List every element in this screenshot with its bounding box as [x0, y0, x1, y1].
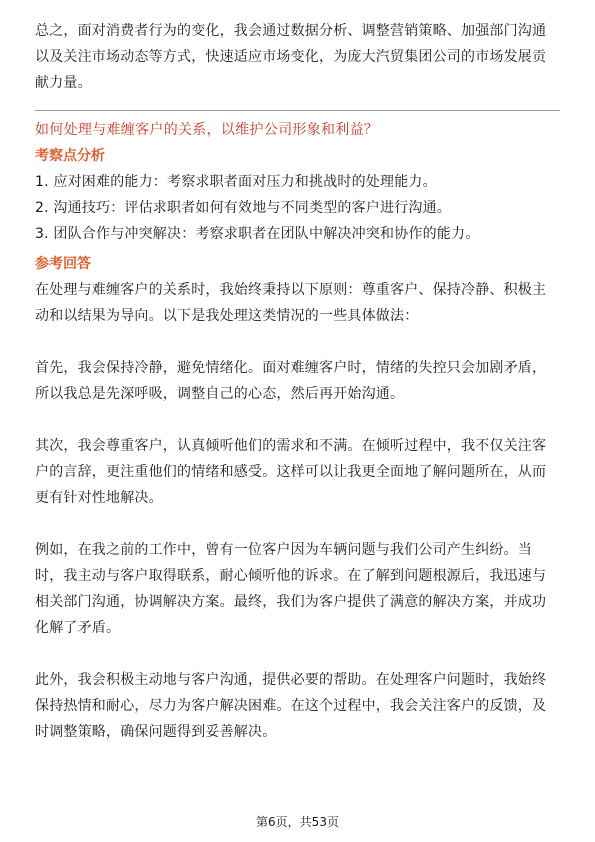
- text-line: 动和以结果为导向。以下是我处理这类情况的一些具体做法：: [35, 308, 419, 324]
- text-line: 献力量。: [35, 75, 92, 91]
- answer-paragraph: [35, 277, 560, 329]
- list-item: 1. 应对困难的能力：考察求职者面对压力和挑战时的处理能力。: [35, 174, 437, 190]
- paragraph-gap: [35, 641, 560, 667]
- document-page: [35, 18, 560, 745]
- text-line: 户的言辞，更注重他们的情绪和感受。这样可以让我更全面地了解问题所在，从而: [35, 464, 547, 480]
- answer-paragraph: [35, 537, 560, 641]
- text-line: 首先，我会保持冷静，避免情绪化。面对难缠客户时，情绪的失控只会加剧矛盾，: [35, 360, 547, 376]
- list-item: 2. 沟通技巧：评估求职者如何有效地与不同类型的客户进行沟通。: [35, 200, 452, 216]
- text-line: 例如，在我之前的工作中，曾有一位客户因为车辆问题与我们公司产生纠纷。当: [35, 542, 532, 558]
- assessment-heading: 考察点分析: [35, 148, 105, 164]
- text-line: 总之，面对消费者行为的变化，我会通过数据分析、调整营销策略、加强部门沟通: [35, 23, 547, 39]
- text-line: 化解了矛盾。: [35, 620, 121, 636]
- text-line: 此外，我会积极主动地与客户沟通，提供必要的帮助。在处理客户问题时，我始终: [35, 672, 547, 688]
- text-line: 其次，我会尊重客户，认真倾听他们的需求和不满。在倾听过程中，我不仅关注客: [35, 438, 547, 454]
- text-line: 保持热情和耐心，尽力为客户解决困难。在这个过程中，我会关注客户的反馈，及: [35, 698, 547, 714]
- paragraph-gap: [35, 511, 560, 537]
- text-line: 相关部门沟通，协调解决方案。最终，我们为客户提供了满意的解决方案，并成功: [35, 594, 547, 610]
- text-line: 时，我主动与客户取得联系，耐心倾听他的诉求。在了解到问题根源后，我迅速与: [35, 568, 547, 584]
- text-line: 所以我总是先深呼吸，调整自己的心态，然后再开始沟通。: [35, 386, 405, 402]
- text-line: 在处理与难缠客户的关系时，我始终秉持以下原则：尊重客户、保持冷静、积极主: [35, 282, 547, 298]
- answer-paragraph: [35, 667, 560, 745]
- question-title: 如何处理与难缠客户的关系，以维护公司形象和利益？: [35, 122, 379, 138]
- answer-paragraph: [35, 433, 560, 511]
- text-line: 更有针对性地解决。: [35, 490, 163, 506]
- answer-paragraph: [35, 355, 560, 407]
- text-line: 时调整策略，确保问题得到妥善解决。: [35, 724, 277, 740]
- paragraph-gap: [35, 407, 560, 433]
- answer-heading: 参考回答: [35, 256, 91, 272]
- section-divider: [35, 110, 560, 111]
- paragraph-gap: [35, 329, 560, 355]
- assessment-list: [35, 169, 560, 247]
- list-item: 3. 团队合作与冲突解决：考察求职者在团队中解决冲突和协作的能力。: [35, 226, 480, 242]
- text-line: 以及关注市场动态等方式，快速适应市场变化，为庞大汽贸集团公司的市场发展贡: [35, 49, 547, 65]
- intro-paragraph: [35, 18, 560, 96]
- page-number: 第6页，共53页: [256, 815, 339, 829]
